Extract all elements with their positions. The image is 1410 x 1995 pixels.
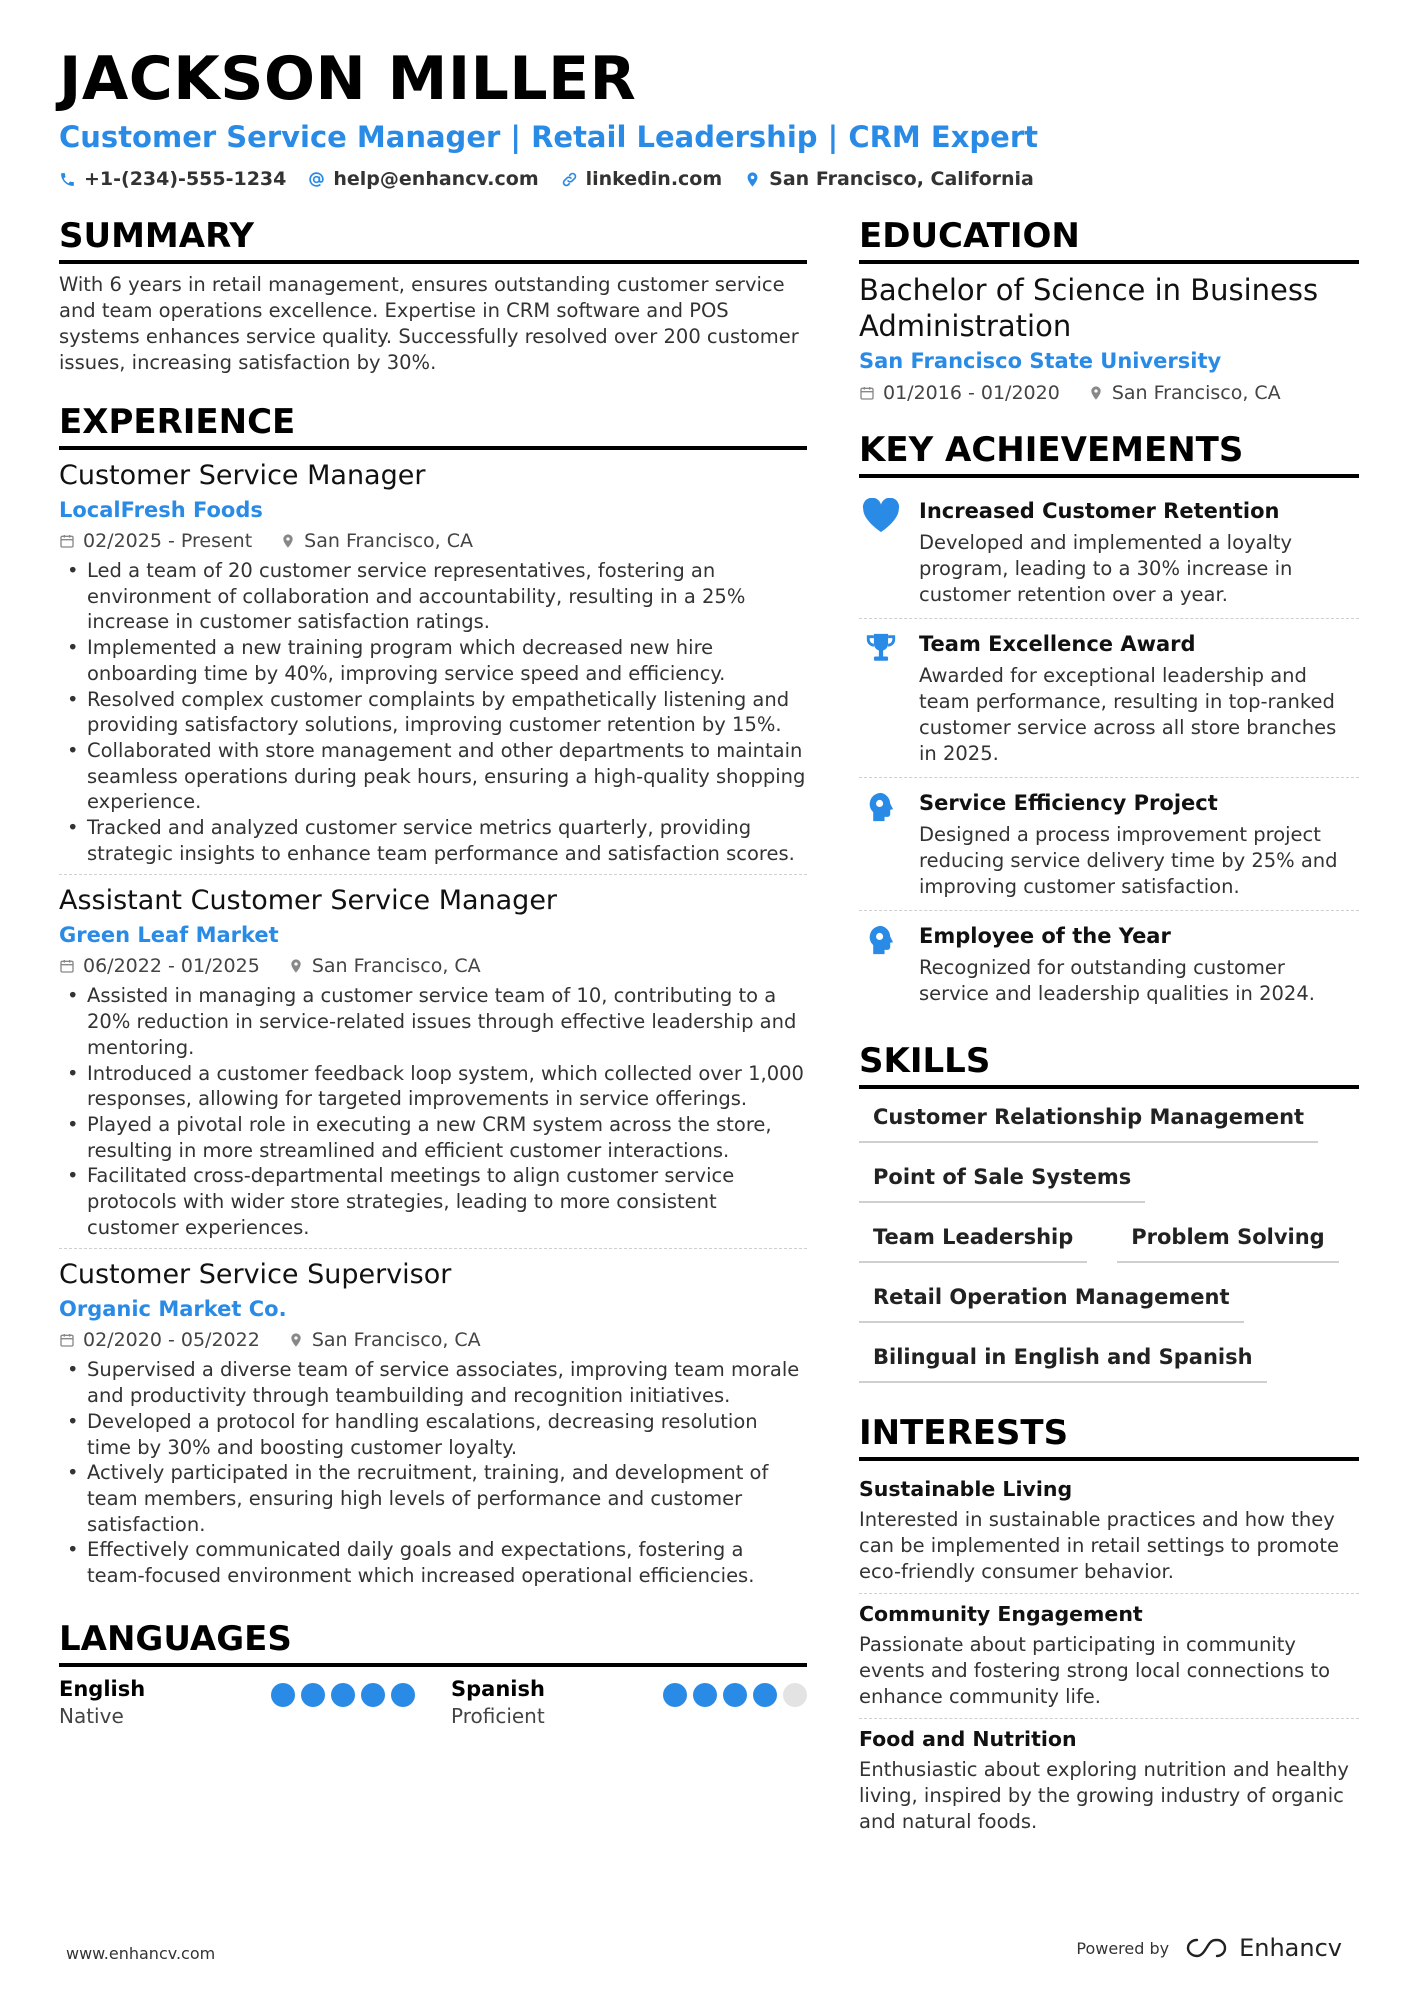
bullet-item: • Introduced a customer feedback loop system, which collected over 1,000 responses, allowing for targeted improvements in service offerings. <box>59 1061 807 1112</box>
achievements-section <box>859 428 1359 1017</box>
achievement-title: Employee of the Year <box>919 924 1171 948</box>
calendar-icon <box>59 1332 75 1348</box>
company-name: LocalFresh Foods <box>59 498 263 522</box>
calendar-icon <box>859 385 875 401</box>
experience-section <box>59 400 807 1597</box>
job-dates-text: 02/2020 - 05/2022 <box>83 1329 260 1352</box>
map-pin-icon <box>744 171 761 188</box>
head-icon <box>861 923 901 957</box>
interests-section <box>859 1411 1359 1843</box>
calendar-icon <box>59 533 75 549</box>
education-heading: EDUCATION <box>859 214 1359 264</box>
rating-dot-filled <box>663 1683 687 1707</box>
rating-dot-filled <box>301 1683 325 1707</box>
interest-desc: Enthusiastic about exploring nutrition and healthy living, inspired by the growing industry of organic and natural foods. <box>859 1758 1349 1833</box>
achievement-desc: Designed a process improvement project reducing service delivery time by 25% and improving customer satisfaction. <box>919 823 1338 898</box>
bullet-item: • Implemented a new training program which decreased new hire onboarding time by 40%, improving service speed and efficiency. <box>59 635 807 686</box>
education-dates <box>859 380 1060 406</box>
rating-dot-filled <box>723 1683 747 1707</box>
bullet-item: • Collaborated with store management and other departments to maintain seamless operations during peak hours, ensuring a high-quality shopping experience. <box>59 738 807 815</box>
job-title: Customer Service Supervisor <box>59 1259 452 1291</box>
location-text: San Francisco, California <box>769 168 1034 190</box>
skills-list <box>859 1097 1359 1383</box>
contact-location <box>744 168 1034 190</box>
bullet-item: • Supervised a diverse team of service associates, improving team morale and productivity through teambuilding and recognition initiatives. <box>59 1357 807 1408</box>
interest-item <box>859 1718 1359 1843</box>
languages-heading: LANGUAGES <box>59 1617 807 1667</box>
achievement-item <box>859 618 1359 777</box>
job-meta <box>59 953 807 979</box>
bullet-item: • Assisted in managing a customer service team of 10, contributing to a 20% reduction in service-related issues through effective leadership and mentoring. <box>59 983 807 1060</box>
skill-tag: Team Leadership <box>859 1217 1087 1263</box>
language-rating <box>663 1683 807 1729</box>
job-title: Assistant Customer Service Manager <box>59 885 558 917</box>
skills-section <box>859 1039 1359 1383</box>
link-icon <box>561 171 578 188</box>
job-dates-text: 06/2022 - 01/2025 <box>83 955 260 978</box>
job-location <box>288 1327 481 1353</box>
head-icon <box>861 790 901 824</box>
experience-heading: EXPERIENCE <box>59 400 807 450</box>
company-name: Green Leaf Market <box>59 923 279 948</box>
trophy-icon <box>861 631 901 665</box>
resume-header <box>59 44 1359 190</box>
achievement-item <box>859 910 1359 1017</box>
contact-bar <box>59 168 1359 190</box>
language-item <box>59 1675 415 1729</box>
bullet-item: • Resolved complex customer complaints by empathetically listening and providing satisfactory solutions, improving customer retention by 15%. <box>59 687 807 738</box>
job-dates-text: 02/2025 - Present <box>83 530 253 552</box>
rating-dot-filled <box>391 1683 415 1707</box>
language-name: Spanish <box>451 1676 545 1701</box>
rating-dot-filled <box>753 1683 777 1707</box>
education-location-text: San Francisco, CA <box>1111 382 1281 404</box>
rating-dot-filled <box>693 1683 717 1707</box>
job-location-text: San Francisco, CA <box>311 955 481 978</box>
summary-heading: SUMMARY <box>59 214 807 264</box>
right-column <box>859 214 1359 1843</box>
job-location-text: San Francisco, CA <box>311 1329 481 1352</box>
candidate-name: JACKSON MILLER <box>59 44 637 114</box>
job-meta <box>59 528 807 554</box>
rating-dot-filled <box>361 1683 385 1707</box>
contact-email[interactable] <box>308 168 538 190</box>
job-bullets <box>59 1357 807 1588</box>
skills-heading: SKILLS <box>859 1039 1359 1089</box>
summary-section <box>59 214 807 376</box>
achievement-desc: Awarded for exceptional leadership and team performance, resulting in top-ranked customer service across all store branches in 2025. <box>919 664 1337 765</box>
education-section <box>859 214 1359 406</box>
interest-title: Community Engagement <box>859 1602 1143 1626</box>
brand-logo[interactable] <box>1183 1934 1342 1962</box>
interest-desc: Passionate about participating in community events and fostering strong local connections to enhance community life. <box>859 1633 1331 1708</box>
bullet-item: • Played a pivotal role in executing a new CRM system across the store, resulting in more streamlined and efficient customer interactions. <box>59 1112 807 1163</box>
job-location-text: San Francisco, CA <box>304 530 474 552</box>
achievement-title: Service Efficiency Project <box>919 791 1218 815</box>
calendar-icon <box>59 958 75 974</box>
contact-linkedin[interactable] <box>561 168 723 190</box>
achievements-heading: KEY ACHIEVEMENTS <box>859 428 1359 478</box>
summary-text: With 6 years in retail management, ensures outstanding customer service and team operations excellence. Expertise in CRM software and POS systems enhances service quality. Successfully resolved over 200 customer issues, increasing satisfaction by 30%. <box>59 273 799 374</box>
company-name: Organic Market Co. <box>59 1297 287 1322</box>
skill-tag: Point of Sale Systems <box>859 1157 1145 1203</box>
phone-icon <box>59 171 76 188</box>
interest-item <box>859 1593 1359 1718</box>
achievement-desc: Recognized for outstanding customer service and leadership qualities in 2024. <box>919 956 1315 1005</box>
interest-title: Food and Nutrition <box>859 1727 1077 1751</box>
job-title: Customer Service Manager <box>59 460 426 491</box>
job-meta <box>59 1327 807 1353</box>
rating-dot-filled <box>331 1683 355 1707</box>
job-dates <box>59 528 252 554</box>
candidate-tagline: Customer Service Manager | Retail Leadership | CRM Expert <box>59 120 1038 154</box>
education-school: San Francisco State University <box>859 349 1222 373</box>
left-column <box>59 214 807 1729</box>
job-entry <box>59 1248 807 1596</box>
language-rating <box>271 1683 415 1729</box>
education-location <box>1088 380 1281 406</box>
languages-list <box>59 1675 807 1729</box>
job-dates <box>59 953 260 979</box>
job-location <box>280 528 473 554</box>
skill-tag: Retail Operation Management <box>859 1277 1244 1323</box>
language-name: English <box>59 1676 146 1701</box>
skill-tag: Bilingual in English and Spanish <box>859 1337 1267 1383</box>
rating-dot-filled <box>271 1683 295 1707</box>
map-pin-icon <box>288 1332 304 1348</box>
interest-title: Sustainable Living <box>859 1477 1073 1501</box>
job-entry <box>59 458 807 874</box>
at-icon <box>308 171 325 188</box>
footer-branding <box>1076 1934 1342 1962</box>
map-pin-icon <box>288 958 304 974</box>
heart-icon <box>861 498 901 532</box>
skill-tag: Problem Solving <box>1117 1217 1338 1263</box>
contact-phone[interactable] <box>59 168 286 190</box>
interest-desc: Interested in sustainable practices and how they can be implemented in retail settings to promote eco-friendly consumer behavior. <box>859 1508 1339 1583</box>
footer-website[interactable]: www.enhancv.com <box>66 1944 216 1963</box>
job-location <box>288 953 481 979</box>
bullet-item: • Led a team of 20 customer service representatives, fostering an environment of collaboration and accountability, resulting in a 25% increase in customer satisfaction ratings. <box>59 558 807 635</box>
bullet-item: • Actively participated in the recruitment, training, and development of team members, ensuring high levels of performance and customer satisfaction. <box>59 1460 807 1537</box>
achievement-item <box>859 777 1359 910</box>
achievement-title: Team Excellence Award <box>919 632 1196 656</box>
powered-by-label: Powered by <box>1076 1938 1170 1958</box>
bullet-item: • Tracked and analyzed customer service metrics quarterly, providing strategic insights to enhance team performance and satisfaction scores. <box>59 815 807 866</box>
linkedin-text: linkedin.com <box>585 168 723 190</box>
phone-text: +1-(234)-555-1234 <box>84 168 287 190</box>
achievement-desc: Developed and implemented a loyalty program, leading to a 30% increase in customer retention over a year. <box>919 531 1293 606</box>
skill-tag: Customer Relationship Management <box>859 1097 1318 1143</box>
languages-section <box>59 1617 807 1729</box>
education-degree: Bachelor of Science in Business Administration <box>859 273 1319 343</box>
achievement-title: Increased Customer Retention <box>919 499 1280 523</box>
bullet-item: • Effectively communicated daily goals and expectations, fostering a team-focused environment which increased operational efficiencies. <box>59 1537 807 1588</box>
job-entry <box>59 874 807 1248</box>
interest-item <box>859 1469 1359 1593</box>
rating-dot-empty <box>783 1683 807 1707</box>
map-pin-icon <box>280 533 296 549</box>
job-dates <box>59 1327 260 1353</box>
achievement-item <box>859 486 1359 618</box>
interests-heading: INTERESTS <box>859 1411 1359 1461</box>
map-pin-icon <box>1088 385 1104 401</box>
email-text: help@enhancv.com <box>333 168 539 190</box>
job-bullets <box>59 983 807 1240</box>
bullet-item: • Facilitated cross-departmental meetings to align customer service protocols with wider store strategies, leading to more consistent customer experiences. <box>59 1163 807 1240</box>
brand-name: Enhancv <box>1239 1934 1342 1962</box>
language-level: Proficient <box>451 1703 545 1728</box>
language-item <box>451 1675 807 1729</box>
education-meta <box>859 380 1359 406</box>
job-bullets <box>59 558 807 866</box>
bullet-item: • Developed a protocol for handling escalations, decreasing resolution time by 30% and boosting customer loyalty. <box>59 1409 807 1460</box>
language-level: Native <box>59 1703 124 1728</box>
enhancv-logo-icon <box>1183 1936 1229 1960</box>
education-dates-text: 01/2016 - 01/2020 <box>883 382 1060 404</box>
